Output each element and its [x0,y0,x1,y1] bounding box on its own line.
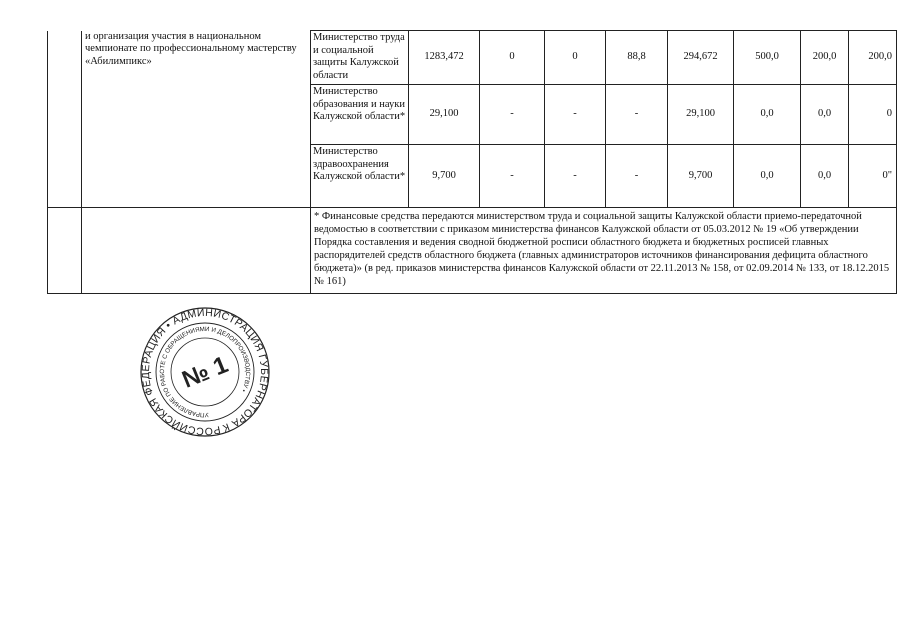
org-name: Министерство здравоохранения Калужской области* [311,145,409,208]
year-value: 29,100 [668,85,734,145]
year-value: 0 [480,31,545,85]
seal-inner-text: УПРАВЛЕНИЕ ПО РАБОТЕ С ОБРАЩЕНИЯМИ И ДЕЛОПРОИЗВОДСТВУ • [158,325,252,419]
seal-number: № 1 [178,351,232,394]
table-row [48,31,897,85]
year-value: 294,672 [668,31,734,85]
year-value: 500,0 [734,31,801,85]
budget-table [47,30,897,294]
year-value: 0 [849,85,897,145]
year-value: 0" [849,145,897,208]
year-value: 200,0 [849,31,897,85]
year-value: - [606,145,668,208]
footnote-row [48,208,897,294]
year-value: 0,0 [734,85,801,145]
year-value: 0,0 [801,145,849,208]
year-value: 0,0 [801,85,849,145]
year-value: - [545,85,606,145]
year-value: 200,0 [801,31,849,85]
event-description: и организация участия в национальном чемпионате по профессиональному мастерству «Абилимпикс» [82,31,311,208]
year-value: - [480,85,545,145]
official-seal [139,306,271,438]
description-cell [82,208,311,294]
year-value: - [606,85,668,145]
total-value: 1283,472 [409,31,480,85]
org-name: Министерство образования и науки Калужской области* [311,85,409,145]
year-value: - [480,145,545,208]
total-value: 29,100 [409,85,480,145]
index-cell [48,31,82,208]
year-value: 0 [545,31,606,85]
total-value: 9,700 [409,145,480,208]
footnote-text: * Финансовые средства передаются министерством труда и социальной защиты Калужской области приемо-передаточной ведомостью в соответствии с приказом министерства финансов Калужской области от 05.03.2012 № 19 «Об утверждении Порядка составления и ведения сводной бюджетной росписи областного бюджета и бюджетных росписей главных распорядителей средств областного бюджета (главных администраторов источников финансирования дефицита областного бюджета)» (в ред. приказов министерства финансов Калужской области от 22.11.2013 № 158, от 02.09.2014 № 133, от 18.12.2015 № 161) [311,208,897,294]
year-value: 9,700 [668,145,734,208]
org-name: Министерство труда и социальной защиты Калужской области [311,31,409,85]
year-value: 0,0 [734,145,801,208]
index-cell [48,208,82,294]
seal-outer-text: РОССИЙСКАЯ ФЕДЕРАЦИЯ • АДМИНИСТРАЦИЯ ГУБЕРНАТОРА КАЛУЖСКОЙ [139,306,271,438]
year-value: 88,8 [606,31,668,85]
year-value: - [545,145,606,208]
